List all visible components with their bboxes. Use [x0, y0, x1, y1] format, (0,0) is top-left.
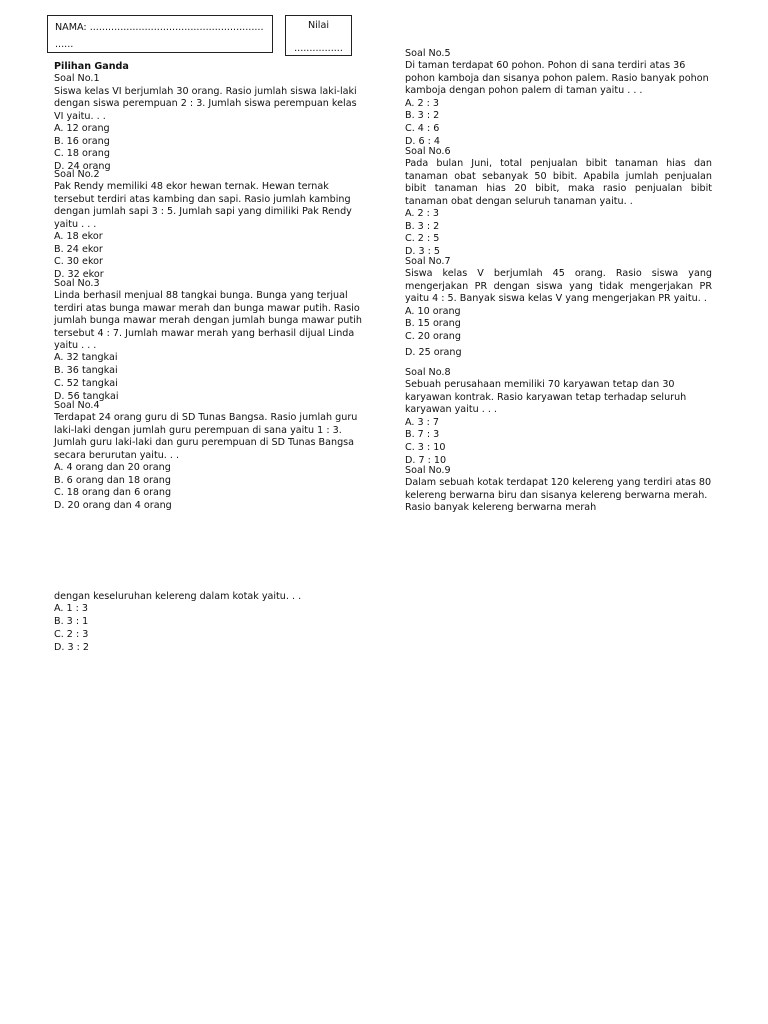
option-d: D. 56 tangkai — [54, 390, 119, 402]
option-a: A. 4 orang dan 20 orang — [54, 462, 171, 474]
option-b: B. 15 orang — [405, 318, 461, 330]
question-title: Soal No.8 — [405, 367, 451, 378]
question-title: Soal No.2 — [54, 169, 100, 180]
score-box — [285, 15, 352, 56]
question-title: Soal No.3 — [54, 278, 100, 289]
option-a: A. 2 : 3 — [405, 208, 440, 220]
question-title: Soal No.5 — [405, 48, 451, 59]
option-d: D. 25 orang — [405, 346, 462, 358]
option-b: B. 16 orang — [54, 135, 110, 147]
question-8 — [405, 367, 712, 467]
option-a: A. 32 tangkai — [54, 352, 118, 364]
option-c: C. 4 : 6 — [405, 123, 440, 135]
question-9 — [405, 465, 712, 515]
question-text: Pada bulan Juni, total penjualan bibit tanaman hias dan tanaman obat sebanyak 50 bibit. Apabila jumlah penjualan bibit tanaman hias 20 bibit, maka rasio penjualan bibit tanaman obat dengan seluruh tanaman yaitu. . — [405, 158, 712, 207]
option-a: A. 1 : 3 — [54, 603, 89, 615]
option-c: C. 30 ekor — [54, 256, 103, 268]
option-a: A. 12 orang — [54, 123, 110, 135]
question-3 — [54, 278, 364, 403]
option-d: D. 3 : 2 — [54, 641, 90, 653]
question-1 — [54, 61, 364, 174]
option-d: D. 32 ekor — [54, 269, 104, 281]
question-text: Linda berhasil menjual 88 tangkai bunga. Bunga yang terjual terdiri atas bunga mawar merah dan bunga mawar putih. Rasio jumlah bunga mawar merah dengan jumlah bunga mawar putih tersebut 4 : 7. Jumlah mawar merah yang berhasil dijual Linda yaitu . . . — [54, 290, 363, 352]
option-c: C. 20 orang — [405, 331, 461, 343]
option-c: C. 2 : 5 — [405, 233, 440, 245]
question-text: Siswa kelas V berjumlah 45 orang. Rasio siswa yang mengerjakan PR dengan siswa yang tidak mengerjakan PR yaitu 4 : 5. Banyak siswa kelas V yang mengerjakan PR yaitu. . — [405, 268, 712, 305]
option-d: D. 3 : 5 — [405, 246, 441, 258]
section-title: Pilihan Ganda — [54, 61, 129, 72]
option-a: A. 3 : 7 — [405, 416, 440, 428]
option-c: C. 3 : 10 — [405, 442, 446, 454]
option-d: D. 7 : 10 — [405, 454, 447, 466]
question-text: Siswa kelas VI berjumlah 30 orang. Rasio jumlah siswa laki-laki dengan siswa perempuan 2 : 3. Jumlah siswa perempuan kelas VI yaitu. . . — [54, 85, 357, 122]
question-title: Soal No.9 — [405, 465, 451, 476]
question-7 — [405, 256, 712, 359]
option-a: A. 18 ekor — [54, 231, 103, 243]
question-text: Di taman terdapat 60 pohon. Pohon di sana terdiri atas 36 pohon kamboja dan sisanya pohon palem. Rasio banyak pohon kamboja dengan pohon palem di taman yaitu . . . — [405, 60, 709, 97]
option-d: D. 6 : 4 — [405, 135, 441, 147]
option-b: B. 36 tangkai — [54, 365, 118, 377]
question-6 — [405, 146, 712, 259]
question-text: Dalam sebuah kotak terdapat 120 kelereng yang terdiri atas 80 kelereng berwarna biru dan sisanya kelereng berwarna merah. Rasio banyak kelereng berwarna merah — [405, 477, 712, 514]
option-d: D. 20 orang dan 4 orang — [54, 500, 172, 512]
option-b: B. 24 ekor — [54, 243, 103, 255]
question-title: Soal No.6 — [405, 146, 451, 157]
score-dots: ................ — [294, 43, 343, 54]
option-b: B. 3 : 2 — [405, 110, 440, 122]
option-a: A. 2 : 3 — [405, 97, 440, 109]
option-c: C. 52 tangkai — [54, 377, 118, 389]
option-b: B. 6 orang dan 18 orang — [54, 474, 171, 486]
question-title: Soal No.4 — [54, 400, 100, 411]
question-text: Terdapat 24 orang guru di SD Tunas Bangsa. Rasio jumlah guru laki-laki dengan jumlah guru perempuan di sana yaitu 1 : 3. Jumlah guru laki-laki dan guru perempuan di SD Tunas Bangsa secara berurutan yaitu. . . — [54, 412, 358, 461]
question-text-continuation: dengan keseluruhan kelereng dalam kotak yaitu. . . — [54, 591, 302, 602]
option-d: D. 24 orang — [54, 161, 111, 173]
question-2 — [54, 169, 364, 282]
question-4 — [54, 400, 364, 513]
question-5 — [405, 48, 712, 148]
option-b: B. 3 : 2 — [405, 220, 440, 232]
option-c: C. 18 orang dan 6 orang — [54, 487, 172, 499]
name-field-box — [47, 15, 273, 53]
score-label: Nilai — [307, 20, 330, 31]
name-label: NAMA: ......................................................... — [55, 22, 264, 33]
option-a: A. 10 orang — [405, 305, 461, 317]
option-b: B. 7 : 3 — [405, 429, 440, 441]
question-text: Pak Rendy memiliki 48 ekor hewan ternak. Hewan ternak tersebut terdiri atas kambing dan sapi. Rasio jumlah kambing dengan jumlah sapi 3 : 5. Jumlah sapi yang dimiliki Pak Rendy yaitu . . . — [54, 181, 352, 230]
option-c: C. 2 : 3 — [54, 628, 89, 640]
question-title: Soal No.1 — [54, 73, 100, 85]
question-text: Sebuah perusahaan memiliki 70 karyawan tetap dan 30 karyawan kontrak. Rasio karyawan tetap terhadap seluruh karyawan yaitu . . . — [405, 379, 687, 416]
question-title: Soal No.7 — [405, 256, 451, 267]
option-b: B. 3 : 1 — [54, 616, 89, 628]
question-9-continuation — [54, 591, 374, 654]
name-dots-line: ...... — [55, 39, 74, 50]
option-c: C. 18 orang — [54, 148, 110, 160]
